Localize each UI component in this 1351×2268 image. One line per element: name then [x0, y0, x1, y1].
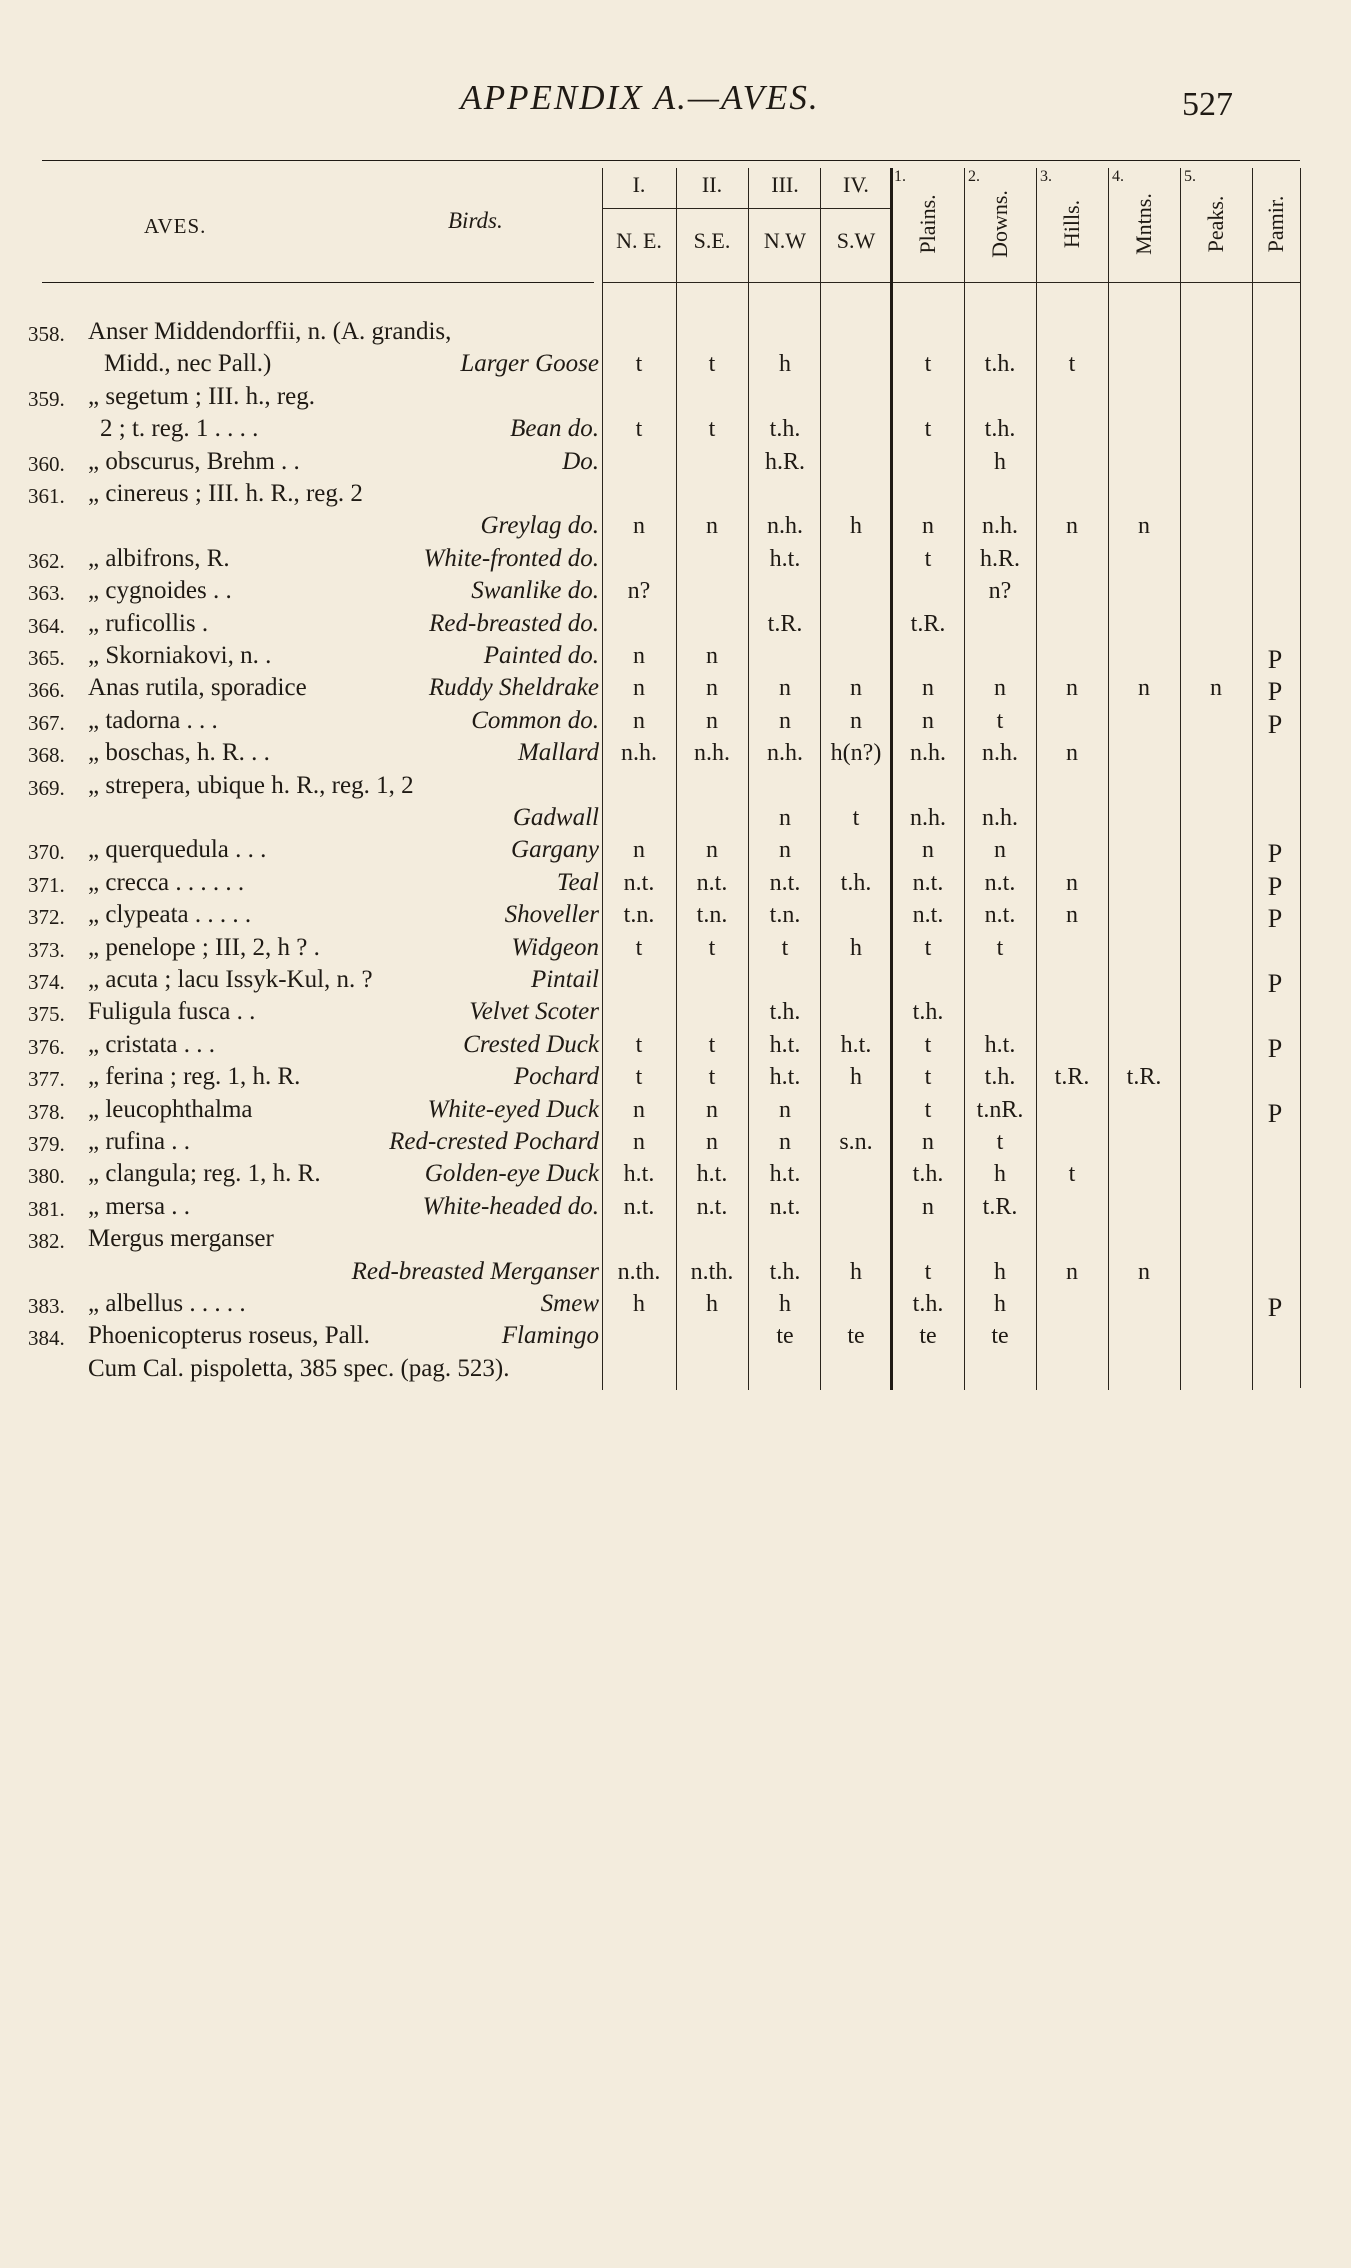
pamir-mark: P	[1267, 871, 1283, 901]
species-name: Anas rutila, sporadice	[88, 674, 307, 702]
distribution-cell: t.n.	[696, 902, 728, 929]
distribution-cell: t	[924, 351, 932, 378]
region-numeral: IV.	[843, 172, 869, 197]
header-bottom-rule	[602, 282, 890, 283]
table-row	[0, 672, 1351, 707]
species-name: Phoenicopterus roseus, Pall.	[88, 1322, 370, 1350]
entry-number: 368.	[28, 743, 65, 768]
table-row	[0, 737, 1351, 769]
distribution-cell: n.t.	[769, 869, 801, 896]
entry-number: 378.	[28, 1099, 65, 1124]
distribution-cell: n.h.	[910, 805, 946, 831]
region-rule	[820, 208, 890, 209]
distribution-cell: t.h.	[984, 351, 1016, 378]
table-row	[0, 316, 1351, 348]
distribution-cell: n	[1066, 902, 1078, 929]
distribution-cell: te	[991, 1323, 1009, 1350]
english-name: Pintail	[530, 966, 599, 993]
distribution-cell: n	[779, 1096, 791, 1123]
english-name: Swanlike do.	[471, 577, 599, 605]
header-rule	[42, 282, 594, 283]
entry-number: 377.	[28, 1067, 65, 1092]
distribution-cell: n	[922, 513, 934, 540]
zone-number: 1.	[894, 168, 906, 185]
distribution-cell: h.R.	[764, 448, 805, 475]
species-name: „ clypeata . . . . .	[88, 901, 252, 929]
distribution-cell: n	[633, 837, 645, 864]
table-row	[0, 413, 1351, 445]
entry-number: 367.	[28, 710, 65, 735]
distribution-cell: h.t.	[769, 545, 801, 572]
english-name: Bean do.	[510, 415, 599, 443]
distribution-cell: h	[779, 1291, 791, 1317]
table-row	[0, 770, 1351, 802]
species-name: „ penelope ; III, 2, h ? .	[88, 933, 320, 961]
species-name: „ ferina ; reg. 1, h. R.	[88, 1063, 301, 1091]
species-name: 2 ; t. reg. 1 . . . .	[100, 415, 259, 443]
distribution-cell: h.t.	[623, 1161, 655, 1188]
header-bottom-rule	[890, 282, 1300, 283]
table-row	[0, 1288, 1351, 1320]
distribution-cell: h	[994, 1291, 1006, 1317]
species-name: Mergus merganser	[88, 1225, 274, 1253]
entry-number: 363.	[28, 581, 65, 606]
distribution-cell: n?	[988, 578, 1012, 605]
distribution-cell: n.h.	[767, 740, 803, 767]
distribution-cell: t	[635, 351, 643, 378]
distribution-cell: n	[706, 1096, 718, 1123]
distribution-cell: h	[850, 1258, 862, 1285]
distribution-cell: n	[1138, 513, 1150, 540]
pamir-mark: P	[1267, 1293, 1283, 1322]
distribution-cell: t	[924, 1064, 932, 1091]
species-name: „ querquedula . . .	[88, 836, 267, 864]
distribution-cell: t	[708, 1064, 716, 1091]
zone-label: Plains.	[915, 194, 940, 254]
distribution-cell: n	[779, 707, 791, 734]
species-name: Cum Cal. pispoletta, 385 spec. (pag. 523).	[88, 1354, 510, 1382]
english-name: Mallard	[517, 739, 599, 767]
pamir-mark: P	[1267, 839, 1283, 869]
english-name: Larger Goose	[460, 350, 599, 378]
entry-number: 362.	[28, 548, 65, 573]
english-name: Greylag do.	[480, 512, 599, 540]
species-name: „ albifrons, R.	[88, 544, 230, 572]
entry-number: 375.	[28, 1002, 65, 1027]
table-row	[0, 1191, 1351, 1223]
distribution-cell: t	[708, 351, 716, 378]
table-row	[0, 640, 1351, 672]
distribution-cell: h.t.	[696, 1161, 728, 1188]
distribution-cell: n	[633, 643, 645, 669]
zone-number: 3.	[1040, 168, 1052, 185]
region-numeral: II.	[701, 172, 723, 197]
distribution-cell: h	[633, 1291, 645, 1317]
english-name: Gadwall	[512, 804, 599, 831]
region-numeral: III.	[771, 172, 799, 197]
distribution-cell: t	[708, 416, 716, 443]
distribution-cell: n	[633, 513, 645, 540]
page-number: 527	[1182, 86, 1233, 123]
distribution-cell: h	[779, 351, 791, 378]
distribution-cell: n.th.	[690, 1258, 734, 1285]
distribution-cell: t.R.	[767, 610, 803, 637]
table-row	[0, 1126, 1351, 1158]
distribution-cell: n	[706, 643, 718, 669]
distribution-cell: n.h.	[982, 805, 1018, 831]
distribution-cell: h(n?)	[830, 740, 882, 767]
entry-number: 374.	[28, 970, 65, 994]
distribution-cell: t	[635, 416, 643, 443]
english-name: Smew	[540, 1290, 599, 1317]
table-row	[0, 1223, 1351, 1255]
entry-number: 360.	[28, 451, 65, 476]
distribution-cell: n.t.	[984, 902, 1016, 929]
entry-number: 379.	[28, 1132, 65, 1156]
distribution-cell: n	[850, 675, 862, 702]
region-abbr: N.W	[763, 228, 807, 253]
region-rule	[748, 208, 820, 209]
distribution-cell: n	[1210, 675, 1222, 702]
distribution-cell: t	[924, 934, 932, 961]
running-head: APPENDIX A.—AVES.	[460, 78, 820, 117]
english-name: Common do.	[471, 706, 599, 734]
english-name: Shoveller	[504, 901, 599, 929]
english-name: Widgeon	[511, 933, 599, 961]
distribution-cell: t	[924, 545, 932, 572]
distribution-cell: n	[994, 837, 1006, 864]
distribution-cell: h.t.	[840, 1031, 872, 1058]
species-name: „ strepera, ubique h. R., reg. 1, 2	[88, 771, 414, 799]
distribution-cell: n.t.	[623, 1193, 655, 1220]
distribution-cell: n.t.	[912, 902, 944, 929]
distribution-cell: t.h.	[984, 1064, 1016, 1091]
distribution-cell: n?	[627, 578, 651, 605]
distribution-cell: n	[1066, 513, 1078, 540]
table-row	[0, 608, 1351, 640]
distribution-cell: t	[781, 934, 789, 961]
distribution-cell: t	[924, 416, 932, 443]
species-name: Midd., nec Pall.)	[104, 350, 272, 378]
english-name: Velvet Scoter	[469, 998, 599, 1026]
distribution-cell: t	[924, 1258, 932, 1285]
distribution-cell: te	[847, 1323, 865, 1350]
distribution-cell: n	[706, 707, 718, 734]
distribution-cell: t	[1068, 351, 1076, 378]
table-row	[0, 996, 1351, 1028]
distribution-cell: h.t.	[984, 1031, 1016, 1058]
distribution-cell: t.R.	[1126, 1064, 1162, 1091]
distribution-cell: h	[706, 1291, 718, 1317]
table-row	[0, 834, 1351, 869]
distribution-cell: t	[924, 1096, 932, 1123]
distribution-cell: n	[1066, 869, 1078, 896]
distribution-cell: n.t.	[984, 869, 1016, 896]
distribution-cell: t.R.	[910, 610, 946, 637]
distribution-cell: t	[924, 1031, 932, 1058]
distribution-cell: h.t.	[769, 1064, 801, 1091]
species-name: „ cristata . . .	[88, 1030, 216, 1058]
entry-number: 372.	[28, 905, 65, 930]
region-rule	[602, 208, 676, 209]
table-row	[0, 381, 1351, 413]
entry-number: 381.	[28, 1196, 65, 1221]
birds-heading: Birds.	[448, 208, 503, 233]
table-row	[0, 1158, 1351, 1190]
distribution-cell: t.h.	[984, 416, 1016, 443]
distribution-cell: n.t.	[696, 1193, 728, 1220]
species-name: Anser Middendorffii, n. (A. grandis,	[88, 318, 452, 345]
distribution-cell: n	[779, 1129, 791, 1155]
species-name: „ cygnoides . .	[88, 577, 232, 605]
distribution-cell: n	[706, 675, 718, 702]
distribution-cell: n.h.	[982, 513, 1018, 540]
species-name: „ clangula; reg. 1, h. R.	[88, 1160, 321, 1188]
table-row	[0, 1353, 1351, 1385]
distribution-cell: t	[635, 1031, 643, 1058]
english-name: White-headed do.	[422, 1192, 599, 1220]
region-abbr: N. E.	[616, 228, 662, 253]
species-name: „ obscurus, Brehm . .	[88, 447, 300, 475]
entry-number: 358.	[28, 322, 65, 346]
distribution-cell: t.R.	[1054, 1064, 1090, 1091]
entry-number: 373.	[28, 937, 65, 962]
table-row	[0, 348, 1351, 380]
region-abbr: S.E.	[693, 228, 731, 253]
zone-number: 4.	[1112, 168, 1124, 185]
species-name: „ crecca . . . . . .	[88, 868, 245, 896]
distribution-cell: t	[996, 707, 1004, 734]
zone-number: 5.	[1184, 168, 1196, 185]
english-name: Golden-eye Duck	[424, 1160, 599, 1188]
table-row	[0, 1256, 1351, 1288]
species-name: „ Skorniakovi, n. .	[88, 642, 272, 669]
distribution-cell: s.n.	[839, 1129, 873, 1155]
pamir-mark: P	[1267, 969, 1283, 998]
entry-number: 370.	[28, 840, 65, 865]
distribution-cell: n.h.	[982, 740, 1018, 767]
distribution-cell: h	[850, 1064, 862, 1091]
distribution-cell: n	[706, 1129, 718, 1155]
english-name: Pochard	[513, 1063, 599, 1091]
entry-number: 376.	[28, 1034, 65, 1059]
zone-number: 2.	[968, 168, 980, 185]
distribution-cell: t.h.	[912, 999, 944, 1026]
distribution-cell: t.h.	[840, 869, 872, 896]
english-name: Painted do.	[483, 642, 599, 669]
english-name: Red-breasted do.	[429, 609, 599, 637]
entry-number: 383.	[28, 1294, 65, 1318]
distribution-cell: t	[1068, 1161, 1076, 1188]
entry-number: 361.	[28, 484, 65, 508]
species-name: „ albellus . . . . .	[88, 1290, 246, 1317]
entry-number: 371.	[28, 872, 65, 897]
aves-heading: AVES.	[144, 214, 207, 238]
distribution-cell: t.nR.	[976, 1096, 1024, 1123]
distribution-cell: n	[1066, 675, 1078, 702]
distribution-cell: n	[922, 1193, 934, 1220]
distribution-cell: t	[708, 934, 716, 961]
distribution-cell: t.n.	[623, 902, 655, 929]
pamir-mark: P	[1267, 1033, 1283, 1063]
distribution-cell: n.t.	[769, 1193, 801, 1220]
zone-label: Mntns.	[1131, 193, 1156, 255]
pamir-mark: P	[1267, 709, 1283, 739]
species-name: „ tadorna . . .	[88, 706, 218, 734]
table-row	[0, 1094, 1351, 1126]
region-numeral: I.	[632, 172, 646, 197]
english-name: Teal	[556, 868, 599, 896]
english-name: Flamingo	[501, 1322, 599, 1350]
table-row	[0, 575, 1351, 607]
table-row	[0, 478, 1351, 510]
table-row	[0, 510, 1351, 542]
distribution-cell: n	[850, 707, 862, 734]
species-name: „ rufina . .	[88, 1128, 191, 1155]
species-name: „ ruficollis .	[88, 609, 209, 637]
entry-number: 359.	[28, 386, 65, 411]
species-name: „ boschas, h. R. . .	[88, 739, 270, 767]
english-name: Crested Duck	[463, 1030, 599, 1058]
region-rule	[676, 208, 748, 209]
distribution-cell: t.n.	[769, 902, 801, 929]
entry-number: 380.	[28, 1164, 65, 1189]
zone-label: Pamir.	[1263, 195, 1288, 253]
distribution-cell: n.h.	[621, 740, 657, 767]
species-name: „ cinereus ; III. h. R., reg. 2	[88, 480, 363, 507]
entry-number: 366.	[28, 678, 65, 703]
english-name: White-fronted do.	[423, 544, 599, 572]
species-name: „ acuta ; lacu Issyk-Kul, n. ?	[88, 966, 373, 993]
pamir-mark: P	[1267, 645, 1283, 674]
table-row	[0, 932, 1351, 964]
zone-label: Downs.	[987, 190, 1012, 258]
distribution-cell: n	[994, 675, 1006, 702]
distribution-cell: n.t.	[623, 869, 655, 896]
english-name: Red-breasted Merganser	[351, 1257, 599, 1285]
distribution-cell: t	[852, 805, 860, 831]
distribution-cell: t	[996, 934, 1004, 961]
distribution-cell: t	[996, 1129, 1004, 1155]
distribution-cell: n	[633, 1096, 645, 1123]
entry-number: 364.	[28, 613, 65, 638]
distribution-cell: h.t.	[769, 1161, 801, 1188]
distribution-cell: n	[1066, 1258, 1078, 1285]
distribution-cell: n	[633, 1129, 645, 1155]
table-row	[0, 1029, 1351, 1061]
distribution-cell: t	[635, 934, 643, 961]
distribution-cell: n	[1066, 740, 1078, 767]
species-name: „ mersa . .	[88, 1192, 191, 1220]
table-row	[0, 543, 1351, 575]
distribution-cell: n	[1138, 1258, 1150, 1285]
distribution-cell: t.R.	[982, 1193, 1018, 1220]
distribution-cell: n	[779, 675, 791, 702]
distribution-cell: h	[850, 513, 862, 540]
distribution-cell: h	[994, 448, 1006, 475]
distribution-cell: n	[779, 837, 791, 864]
distribution-cell: n.h.	[767, 513, 803, 540]
distribution-cell: n.t.	[696, 869, 728, 896]
distribution-cell: n	[706, 513, 718, 540]
distribution-cell: t.h.	[912, 1291, 944, 1317]
table-row	[0, 705, 1351, 737]
distribution-cell: h	[850, 934, 862, 961]
distribution-cell: n	[633, 675, 645, 702]
distribution-cell: n	[1138, 675, 1150, 702]
table-row	[0, 446, 1351, 478]
pamir-mark: P	[1267, 904, 1283, 934]
zone-label: Peaks.	[1203, 195, 1228, 253]
distribution-cell: n.t.	[912, 869, 944, 896]
distribution-cell: te	[776, 1323, 794, 1350]
zone-label: Hills.	[1059, 199, 1084, 249]
english-name: Do.	[562, 447, 599, 475]
english-name: Gargany	[511, 836, 599, 864]
distribution-cell: n.h.	[910, 740, 946, 767]
distribution-cell: n	[633, 707, 645, 734]
table-row	[0, 802, 1351, 834]
distribution-cell: h	[994, 1258, 1006, 1285]
region-abbr: S.W	[836, 228, 876, 253]
species-name: „ segetum ; III. h., reg.	[88, 382, 316, 410]
top-rule	[42, 160, 1300, 161]
species-name: Fuligula fusca . .	[88, 998, 256, 1026]
distribution-cell: n	[779, 805, 791, 831]
distribution-cell: t.h.	[769, 1258, 801, 1285]
english-name: White-eyed Duck	[427, 1095, 599, 1123]
english-name: Red-crested Pochard	[389, 1128, 599, 1155]
table-row	[0, 964, 1351, 996]
distribution-cell: h.t.	[769, 1031, 801, 1058]
pamir-mark: P	[1267, 1098, 1283, 1128]
distribution-cell: t.h.	[769, 416, 801, 443]
entry-number: 365.	[28, 646, 65, 670]
distribution-cell: n	[922, 707, 934, 734]
entry-number: 382.	[28, 1229, 65, 1254]
distribution-cell: t.h.	[769, 999, 801, 1026]
distribution-cell: n	[922, 1129, 934, 1155]
distribution-cell: te	[919, 1323, 937, 1350]
table-row	[0, 1320, 1351, 1352]
entry-number: 369.	[28, 775, 65, 800]
distribution-cell: t	[708, 1031, 716, 1058]
distribution-cell: n.h.	[694, 740, 730, 767]
english-name: Ruddy Sheldrake	[428, 674, 599, 702]
distribution-cell: h.R.	[979, 545, 1020, 572]
entry-number: 384.	[28, 1326, 65, 1351]
table-row	[0, 867, 1351, 899]
table-row	[0, 899, 1351, 934]
distribution-cell: n.th.	[617, 1258, 661, 1285]
distribution-cell: t.h.	[912, 1161, 944, 1188]
species-name: „ leucophthalma	[88, 1095, 253, 1123]
distribution-cell: n	[706, 837, 718, 864]
table-row	[0, 1061, 1351, 1093]
distribution-cell: h	[994, 1161, 1006, 1188]
distribution-cell: t	[635, 1064, 643, 1091]
pamir-mark: P	[1267, 677, 1283, 707]
distribution-cell: n	[922, 675, 934, 702]
distribution-cell: n	[922, 837, 934, 864]
